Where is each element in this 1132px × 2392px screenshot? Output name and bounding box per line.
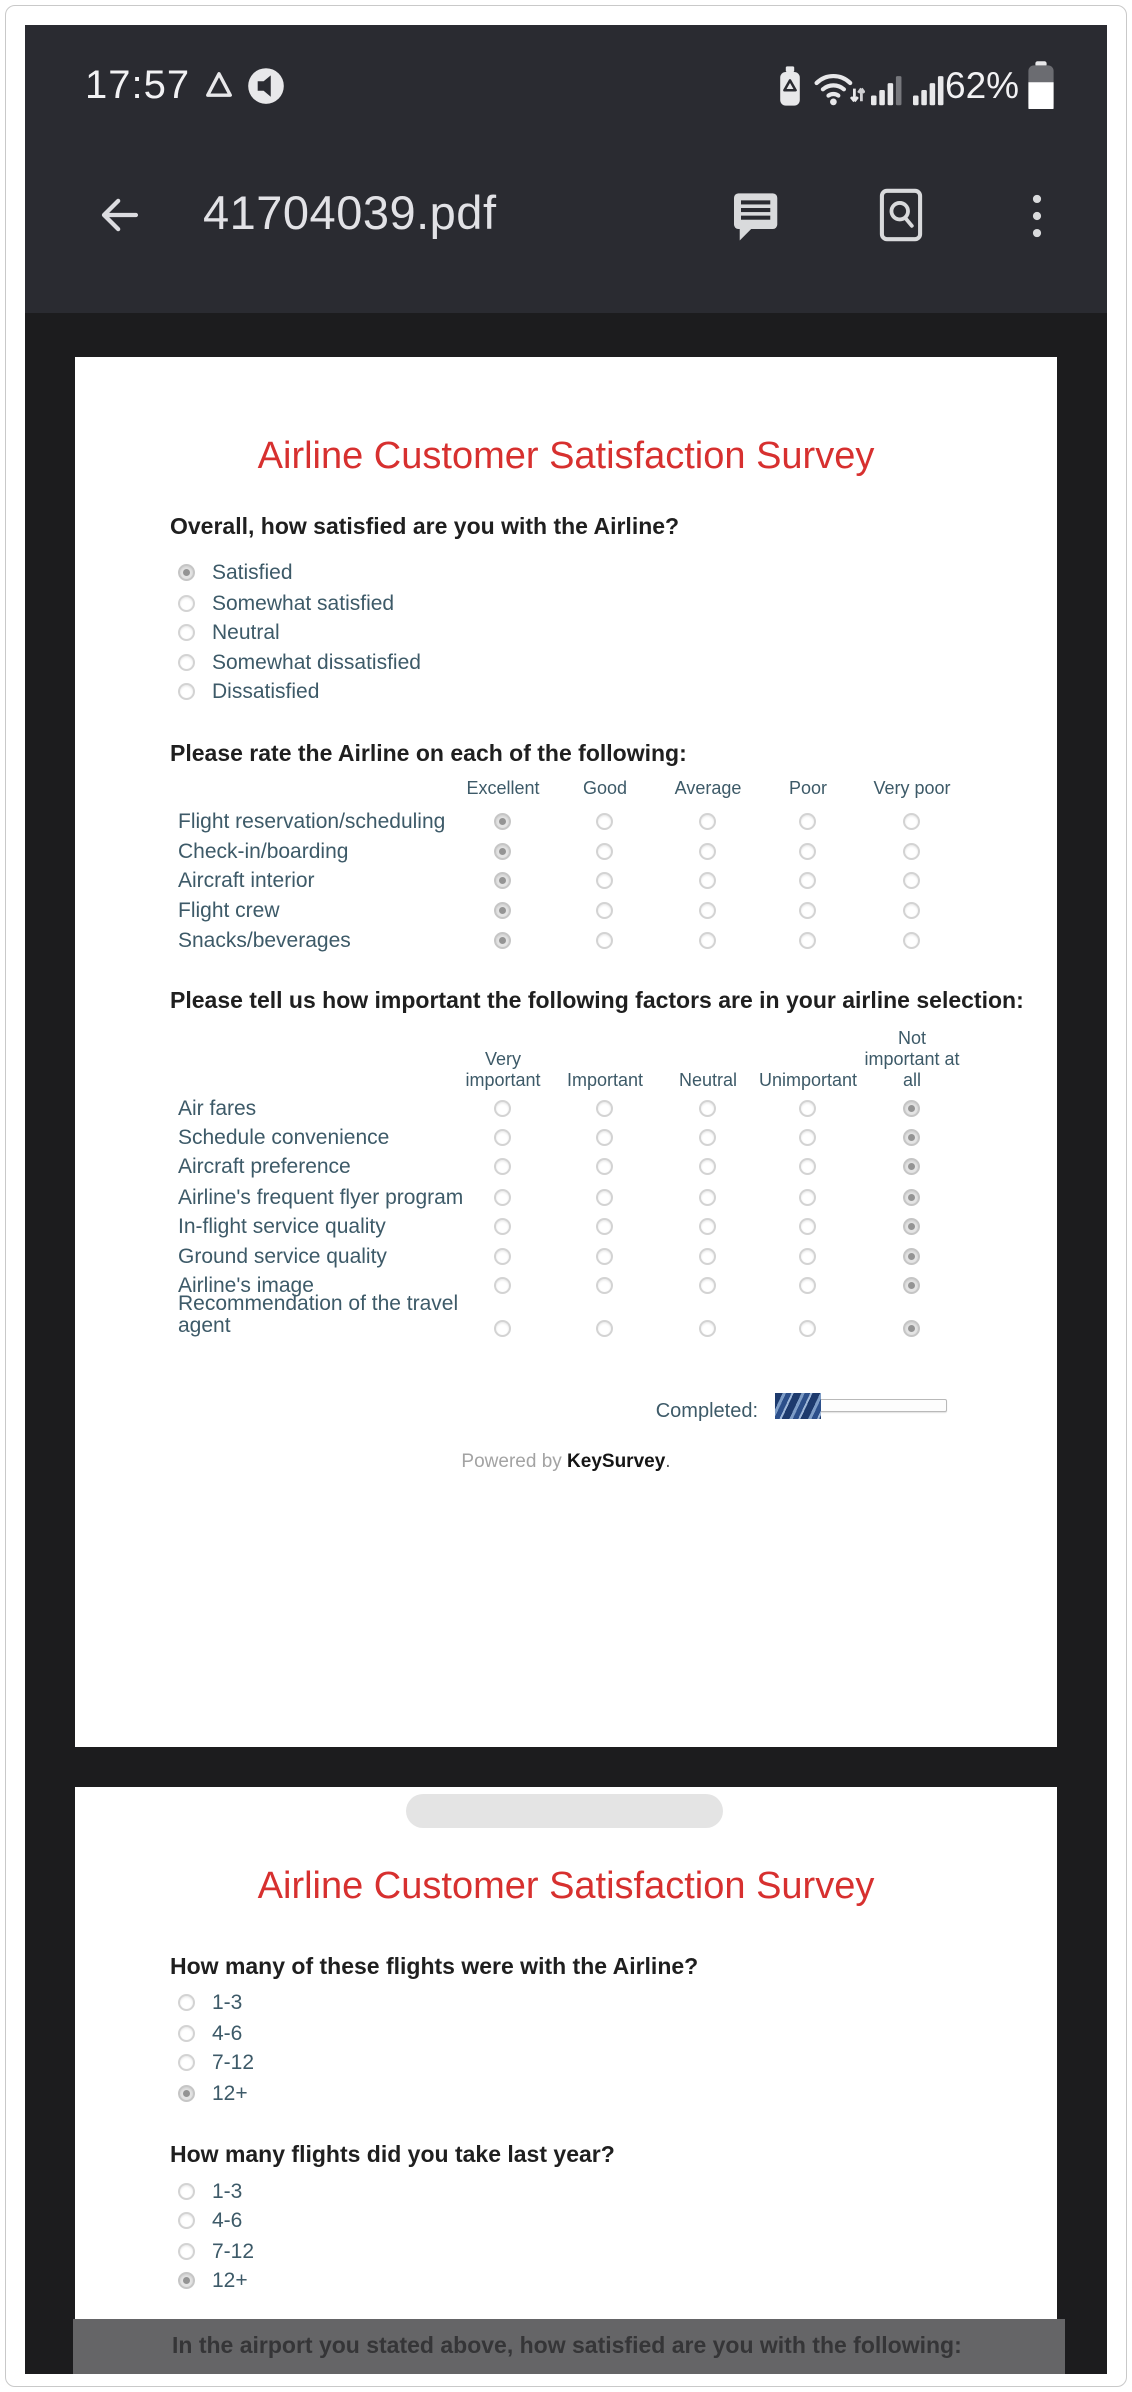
radio-button[interactable]: [799, 1320, 816, 1337]
radio-button[interactable]: [178, 654, 195, 671]
radio-button[interactable]: [178, 2025, 195, 2042]
column-header: Good: [582, 778, 628, 798]
radio-button[interactable]: [178, 2054, 195, 2071]
radio-button[interactable]: [799, 872, 816, 889]
radio-option-label: 7-12: [212, 2240, 255, 2263]
radio-button[interactable]: [494, 872, 511, 889]
overflow-menu-icon[interactable]: [1023, 191, 1051, 241]
column-header: Average: [674, 778, 742, 798]
radio-button[interactable]: [596, 902, 613, 919]
table-row-label: Snacks/beverages: [178, 929, 351, 952]
radio-button[interactable]: [799, 1189, 816, 1206]
powered-by-prefix: Powered by: [461, 1451, 568, 1472]
partial-question-text: In the airport you stated above, how satisfied are you with the following:: [172, 2332, 962, 2358]
recycle-bottle-icon: [777, 65, 803, 107]
comment-icon[interactable]: [727, 187, 783, 243]
radio-button[interactable]: [799, 1129, 816, 1146]
scroll-highlight-pill: [406, 1794, 723, 1828]
radio-button[interactable]: [699, 843, 716, 860]
table-row-label: Aircraft interior: [178, 869, 315, 892]
signal-sim2-icon: [913, 73, 949, 107]
radio-button[interactable]: [699, 1248, 716, 1265]
battery-icon: [1027, 61, 1055, 109]
radio-button[interactable]: [699, 1129, 716, 1146]
radio-button[interactable]: [178, 2183, 195, 2200]
radio-button[interactable]: [596, 1277, 613, 1294]
radio-button[interactable]: [596, 1158, 613, 1175]
table-row-label: Flight reservation/scheduling: [178, 810, 446, 833]
radio-button[interactable]: [903, 932, 920, 949]
radio-button[interactable]: [596, 1129, 613, 1146]
table-row-label: Airline's frequent flyer program: [178, 1186, 464, 1209]
radio-button[interactable]: [178, 2085, 195, 2102]
radio-button[interactable]: [903, 1129, 920, 1146]
radio-button[interactable]: [699, 902, 716, 919]
progress-bar-fill: [775, 1393, 821, 1419]
question-flights-last-year: How many flights did you take last year?: [170, 2141, 615, 2167]
radio-button[interactable]: [799, 1277, 816, 1294]
column-header: Excellent: [466, 778, 540, 798]
radio-button[interactable]: [596, 1100, 613, 1117]
radio-button[interactable]: [903, 872, 920, 889]
question-flights-with-airline: How many of these flights were with the Airline?: [170, 1953, 699, 1979]
radio-button[interactable]: [494, 1218, 511, 1235]
radio-button[interactable]: [494, 813, 511, 830]
radio-button[interactable]: [799, 1158, 816, 1175]
radio-button[interactable]: [494, 1189, 511, 1206]
radio-button[interactable]: [903, 902, 920, 919]
column-header: Neutral: [678, 1070, 738, 1090]
keysurvey-brand[interactable]: KeySurvey: [567, 1451, 666, 1472]
radio-button[interactable]: [494, 1277, 511, 1294]
radio-button[interactable]: [903, 1277, 920, 1294]
radio-button[interactable]: [799, 843, 816, 860]
radio-button[interactable]: [178, 2212, 195, 2229]
radio-button[interactable]: [494, 1129, 511, 1146]
radio-button[interactable]: [799, 902, 816, 919]
radio-button[interactable]: [596, 1320, 613, 1337]
media-volume-icon: [247, 67, 285, 105]
radio-button[interactable]: [494, 843, 511, 860]
drive-notification-icon: [201, 67, 237, 103]
radio-button[interactable]: [178, 595, 195, 612]
radio-button[interactable]: [699, 1158, 716, 1175]
pdf-page-1: [75, 357, 1057, 1747]
radio-option-label: 4-6: [212, 2022, 243, 2045]
radio-button[interactable]: [699, 1100, 716, 1117]
table-row-label: Recommendation of the travel agent: [178, 1292, 459, 1337]
radio-button[interactable]: [596, 843, 613, 860]
column-header: Not important at all: [864, 1028, 960, 1090]
find-in-page-icon[interactable]: [875, 187, 927, 243]
question-importance-factors: Please tell us how important the following factors are in your airline selection:: [170, 987, 1024, 1013]
radio-button[interactable]: [699, 1189, 716, 1206]
radio-button[interactable]: [903, 1320, 920, 1337]
radio-option-label: Neutral: [212, 621, 280, 644]
app-bar: [25, 25, 1107, 313]
survey-title-page2: Airline Customer Satisfaction Survey: [257, 1865, 875, 1907]
radio-button[interactable]: [699, 813, 716, 830]
column-header: Unimportant: [758, 1070, 858, 1090]
radio-button[interactable]: [799, 932, 816, 949]
radio-button[interactable]: [903, 1248, 920, 1265]
powered-by-suffix: .: [665, 1451, 671, 1472]
table-row-label: Schedule convenience: [178, 1126, 390, 1149]
radio-option-label: 7-12: [212, 2051, 255, 2074]
powered-by-line: [75, 1451, 1057, 1473]
radio-option-label: 1-3: [212, 1991, 243, 2014]
radio-button[interactable]: [494, 1248, 511, 1265]
radio-button[interactable]: [596, 1189, 613, 1206]
radio-button[interactable]: [494, 902, 511, 919]
radio-option-label: 12+: [212, 2082, 248, 2105]
document-title: 41704039.pdf: [203, 186, 497, 239]
radio-option-label: Somewhat satisfied: [212, 592, 395, 615]
radio-button[interactable]: [799, 1100, 816, 1117]
status-time: 17:57: [85, 63, 191, 107]
radio-button[interactable]: [799, 1248, 816, 1265]
radio-option-label: 4-6: [212, 2209, 243, 2232]
question-overall-satisfaction: Overall, how satisfied are you with the Airline?: [170, 513, 680, 539]
radio-button[interactable]: [178, 2272, 195, 2289]
table-row-label: Air fares: [178, 1097, 257, 1120]
radio-button[interactable]: [903, 1189, 920, 1206]
radio-button[interactable]: [699, 872, 716, 889]
radio-option-label: Satisfied: [212, 561, 293, 584]
column-header: Very poor: [873, 778, 951, 798]
radio-option-label: 12+: [212, 2269, 248, 2292]
radio-button[interactable]: [596, 813, 613, 830]
radio-button[interactable]: [699, 1218, 716, 1235]
radio-option-label: 1-3: [212, 2180, 243, 2203]
radio-button[interactable]: [699, 1320, 716, 1337]
radio-button[interactable]: [494, 1100, 511, 1117]
signal-sim1-icon: [871, 73, 907, 107]
completed-label: Completed:: [655, 1400, 758, 1422]
column-header: Very important: [465, 1049, 541, 1090]
radio-button[interactable]: [596, 1248, 613, 1265]
radio-button[interactable]: [178, 683, 195, 700]
table-row-label: Aircraft preference: [178, 1155, 351, 1178]
table-row-label: Flight crew: [178, 899, 280, 922]
table-row-label: Ground service quality: [178, 1245, 387, 1268]
radio-option-label: Dissatisfied: [212, 680, 320, 703]
radio-button[interactable]: [178, 624, 195, 641]
column-header: Poor: [788, 778, 828, 798]
radio-button[interactable]: [178, 2243, 195, 2260]
radio-button[interactable]: [178, 564, 195, 581]
radio-button[interactable]: [903, 843, 920, 860]
radio-button[interactable]: [596, 872, 613, 889]
radio-button[interactable]: [903, 1218, 920, 1235]
back-arrow-icon[interactable]: [91, 189, 143, 241]
radio-option-label: Somewhat dissatisfied: [212, 651, 421, 674]
table-row-label: Airline's image: [178, 1274, 314, 1297]
radio-button[interactable]: [903, 1100, 920, 1117]
radio-button[interactable]: [799, 813, 816, 830]
phone-screen: [25, 25, 1107, 2374]
pdf-page-2: [75, 1787, 1057, 2374]
radio-button[interactable]: [903, 813, 920, 830]
radio-button[interactable]: [699, 932, 716, 949]
radio-button[interactable]: [596, 1218, 613, 1235]
table-row-label: In-flight service quality: [178, 1215, 386, 1238]
radio-button[interactable]: [903, 1158, 920, 1175]
survey-title: Airline Customer Satisfaction Survey: [257, 435, 875, 477]
radio-button[interactable]: [596, 932, 613, 949]
radio-button[interactable]: [494, 932, 511, 949]
radio-button[interactable]: [699, 1277, 716, 1294]
table-row-label: Check-in/boarding: [178, 840, 349, 863]
radio-button[interactable]: [178, 1994, 195, 2011]
battery-percent: 62%: [945, 65, 1020, 106]
radio-button[interactable]: [799, 1218, 816, 1235]
bottom-scrim-overlay: [73, 2319, 1065, 2374]
radio-button[interactable]: [494, 1320, 511, 1337]
question-rate-airline: Please rate the Airline on each of the following:: [170, 740, 687, 766]
radio-button[interactable]: [494, 1158, 511, 1175]
wifi-icon: [813, 69, 865, 111]
column-header: Important: [566, 1070, 644, 1090]
